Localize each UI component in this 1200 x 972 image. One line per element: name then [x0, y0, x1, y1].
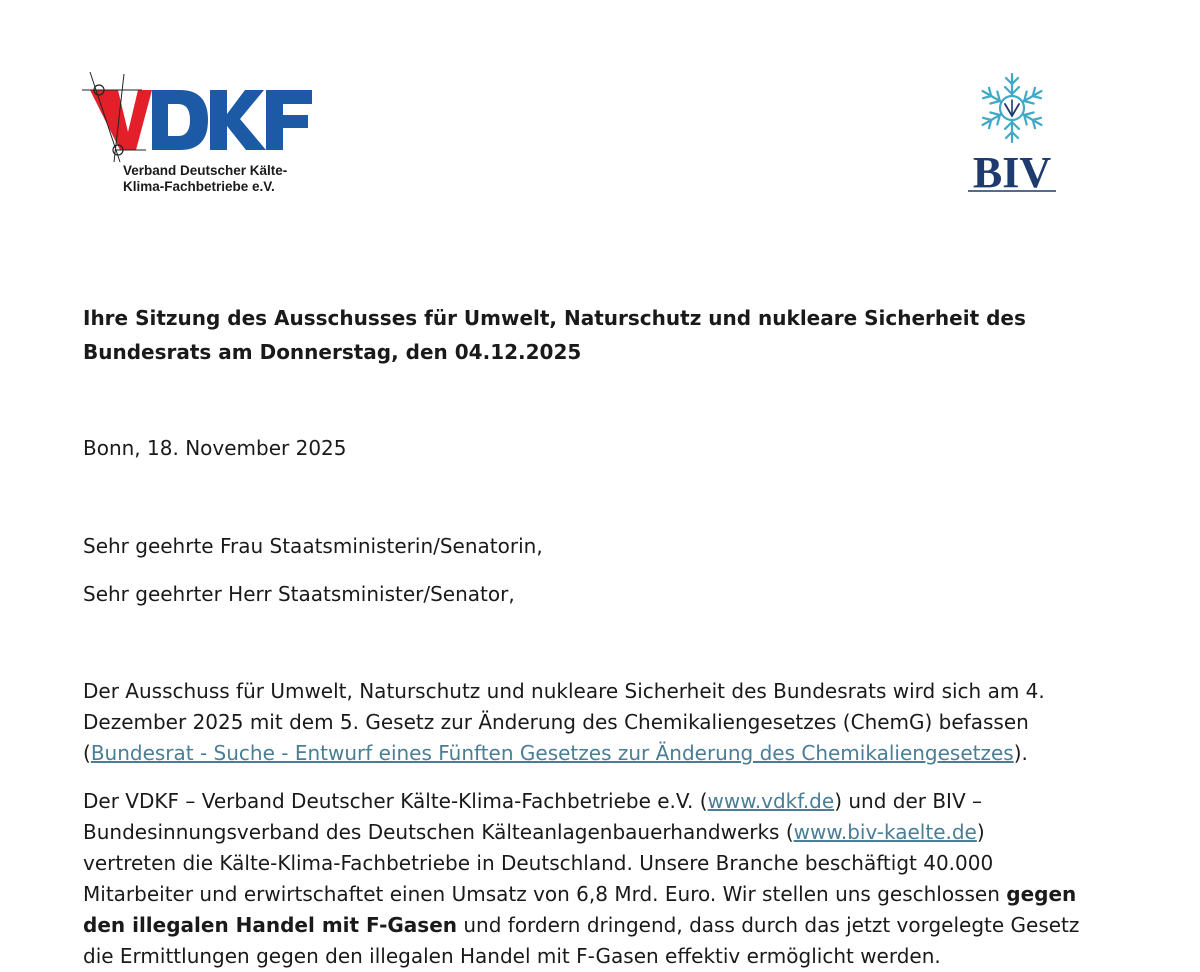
biv-logo: [962, 70, 1062, 196]
paragraph-text: ) und der BIV – Bundesinnungsverband des Deutschen Kälteanlagenbauerhandwerks (: [83, 789, 982, 844]
salutation-male: Sehr geehrter Herr Staatsminister/Senator,: [83, 582, 515, 606]
paragraph-associations: [83, 786, 1083, 972]
paragraph-committee: [83, 676, 1083, 769]
letter-subject: Ihre Sitzung des Ausschusses für Umwelt, Naturschutz und nukleare Sicherheit des Bundesrats am Donnerstag, den 04.12.2025: [83, 306, 1026, 364]
vdkf-logo-line1: Verband Deutscher Kälte-: [123, 163, 288, 178]
biv-website-link[interactable]: www.biv-kaelte.de: [793, 820, 977, 844]
vdkf-logo: [80, 70, 320, 200]
biv-snowflake-icon: [962, 70, 1062, 196]
bundesrat-link[interactable]: Bundesrat - Suche - Entwurf eines Fünften Gesetzes zur Änderung des Chemikaliengesetzes: [90, 741, 1014, 765]
paragraph-text: ).: [1013, 741, 1028, 765]
paragraph-bold-text: gegen den illegalen Handel mit F-Gasen: [83, 882, 1077, 937]
vdkf-logo-line2: Klima-Fachbetriebe e.V.: [123, 179, 275, 194]
salutation-female: Sehr geehrte Frau Staatsministerin/Senatorin,: [83, 534, 543, 558]
vdkf-website-link[interactable]: www.vdkf.de: [707, 789, 835, 813]
paragraph-text: Der VDKF – Verband Deutscher Kälte-Klima-Fachbetriebe e.V. (: [83, 789, 708, 813]
paragraph-text: ) vertreten die Kälte-Klima-Fachbetriebe in Deutschland. Unsere Branche beschäftigt 40.000 Mitarbeiter und erwirtschaftet einen Umsatz von 6,8 Mrd. Euro. Wir stellen uns geschlossen: [83, 820, 1007, 906]
vdkf-logo-mark: [80, 70, 320, 165]
letter-date: Bonn, 18. November 2025: [83, 436, 347, 460]
vdkf-logo-caption: [123, 163, 287, 195]
paragraph-text: Der Ausschuss für Umwelt, Naturschutz und nukleare Sicherheit des Bundesrats wird sich am 4. Dezember 2025 mit dem 5. Gesetz zur Änderung des Chemikaliengesetzes (ChemG) befassen (: [83, 679, 1045, 765]
paragraph-text: und fordern dringend, dass durch das jetzt vorgelegte Gesetz die Ermittlungen gegen den illegalen Handel mit F-Gasen effektiv ermöglicht werden.: [83, 913, 1080, 968]
biv-wordmark: BIV: [972, 148, 1052, 197]
